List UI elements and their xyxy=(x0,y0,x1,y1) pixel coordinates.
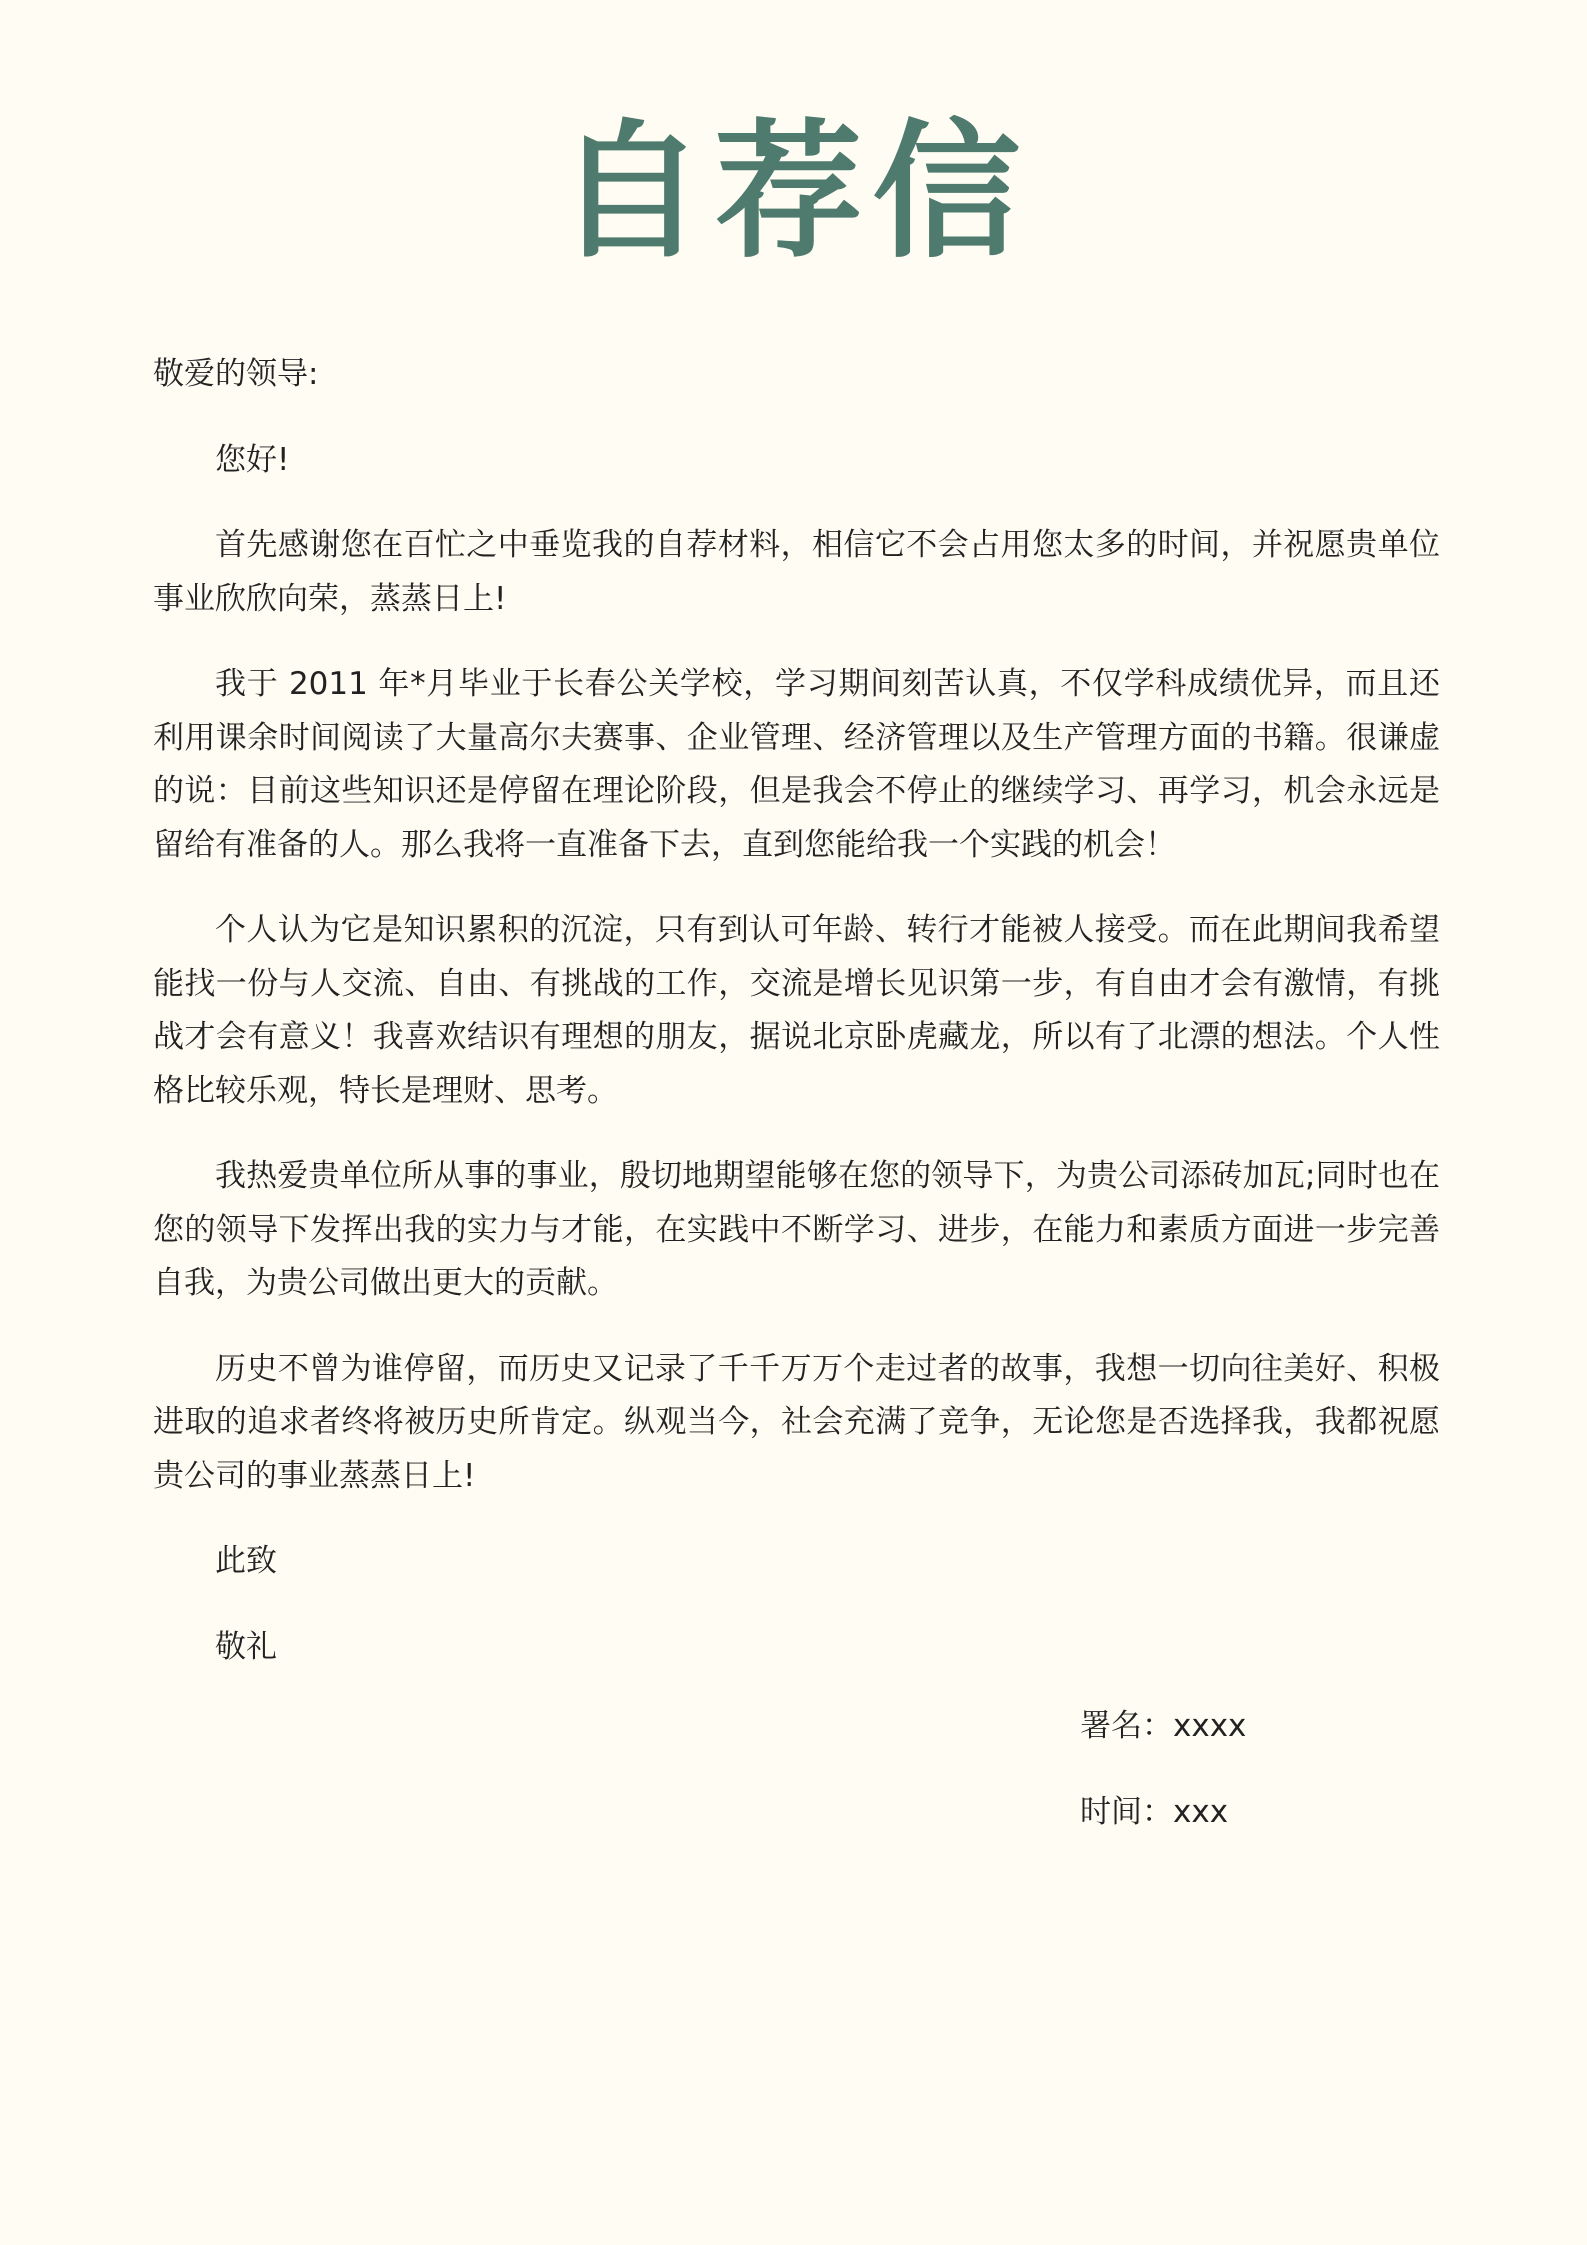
paragraph-5: 历史不曾为谁停留，而历史又记录了千千万万个走过者的故事，我想一切向往美好、积极进取的追求者终将被历史所肯定。纵观当今，社会充满了竞争，无论您是否选择我，我都祝愿贵公司的事业蒸蒸日上! xyxy=(153,1350,1440,1494)
closing-line-1: 此致 xyxy=(215,1543,277,1579)
page-title: 自荐信 xyxy=(556,106,1031,278)
paragraph-2: 我于 2011 年*月毕业于长春公关学校，学习期间刻苦认真，不仅学科成绩优异，而且还利用课余时间阅读了大量高尔夫赛事、企业管理、经济管理以及生产管理方面的书籍。很谦虚的说：目前这些知识还是停留在理论阶段，但是我会不停止的继续学习、再学习，机会永远是留给有准备的人。那么我将一直准备下去，直到您能给我一个实践的机会！ xyxy=(153,666,1440,863)
paragraph-1: 首先感谢您在百忙之中垂览我的自荐材料，相信它不会占用您太多的时间，并祝愿贵单位事业欣欣向荣，蒸蒸日上! xyxy=(153,527,1440,617)
signature-date: 时间：xxx xyxy=(1080,1793,1229,1830)
greeting: 您好! xyxy=(215,441,290,478)
paragraph-3: 个人认为它是知识累积的沉淀，只有到认可年龄、转行才能被人接受。而在此期间我希望能找一份与人交流、自由、有挑战的工作，交流是增长见识第一步，有自由才会有激情，有挑战才会有意义！我喜欢结识有理想的朋友，据说北京卧虎藏龙，所以有了北漂的想法。个人性格比较乐观，特长是理财、思考。 xyxy=(153,912,1440,1109)
salutation: 敬爱的领导: xyxy=(153,356,319,392)
signature-block xyxy=(1080,1700,1246,1871)
letter-body xyxy=(153,348,1440,1706)
closing-line-2: 敬礼 xyxy=(215,1628,277,1665)
paragraph-4: 我热爱贵单位所从事的事业，殷切地期望能够在您的领导下，为贵公司添砖加瓦;同时也在您的领导下发挥出我的实力与才能，在实践中不断学习、进步，在能力和素质方面进一步完善自我，为贵公司做出更大的贡献。 xyxy=(153,1158,1440,1301)
signature-name: 署名：xxxx xyxy=(1080,1708,1247,1744)
